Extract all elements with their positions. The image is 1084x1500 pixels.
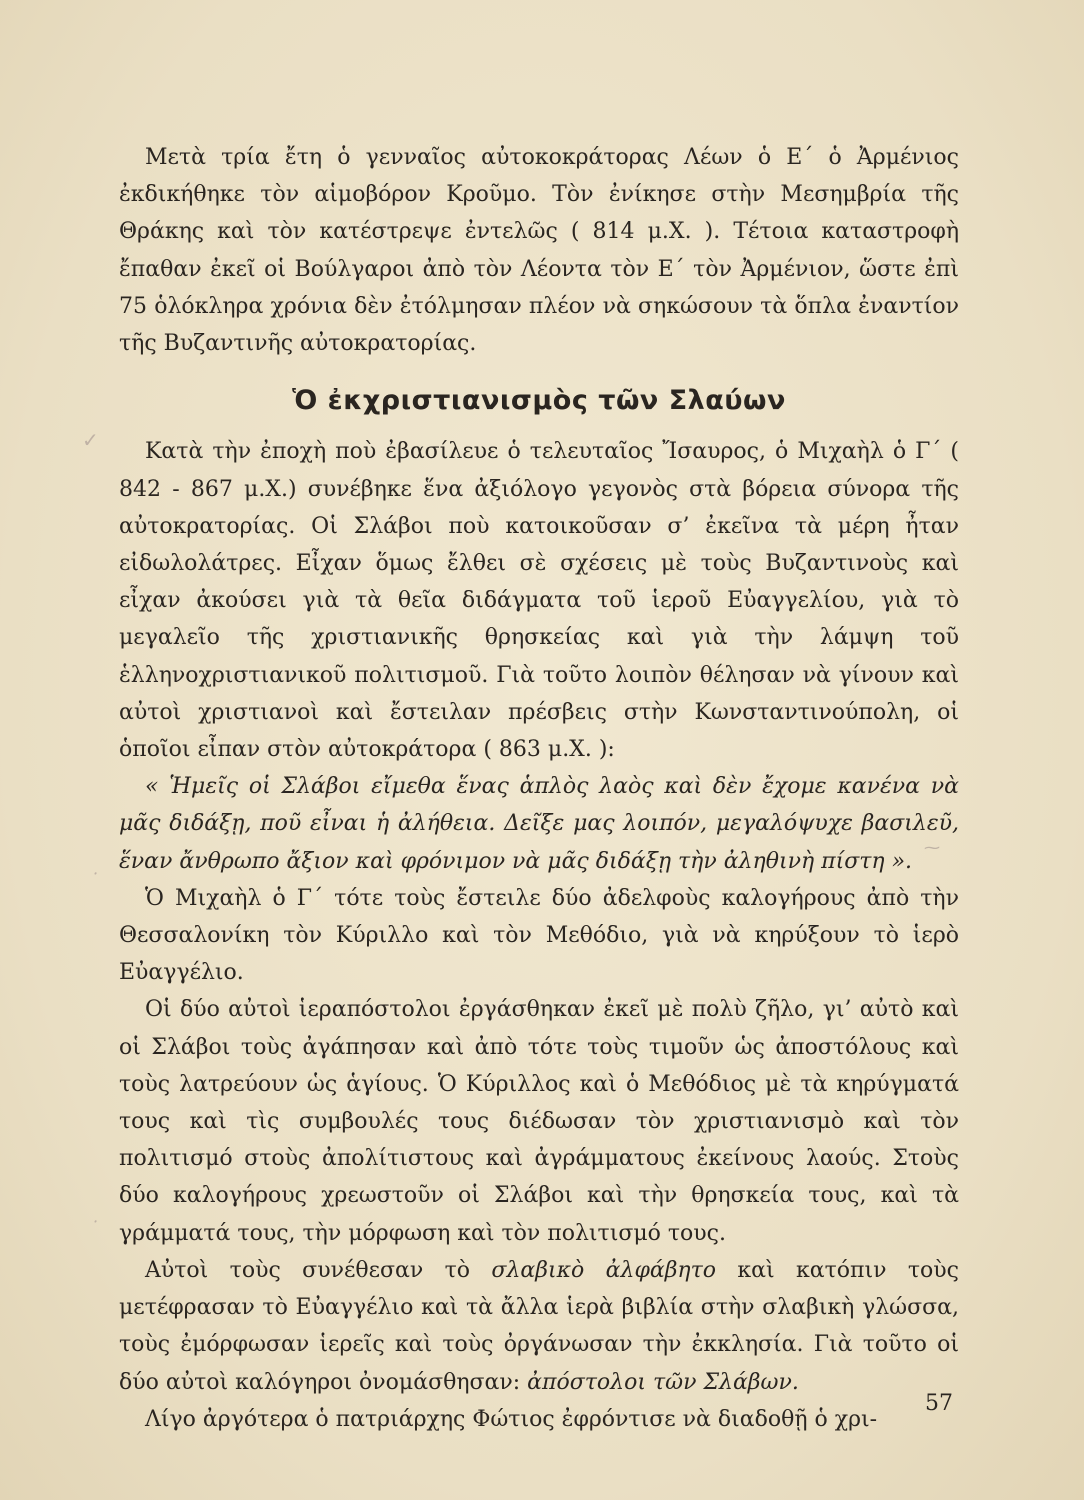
section-heading: Ὁ ἐκχριστιανισμὸς τῶν Σλαύων [292,385,786,417]
quote-paragraph: « Ἡμεῖς οἱ Σλάβοι εἴμεθα ἕνας ἁπλὸς λαὸς καὶ δὲν ἔχομε κανένα νὰ μᾶς διδάξῃ, ποῦ εἶναι ἡ ἀλήθεια. Δεῖξε μας λοιπόν, μεγαλόψυχε βασιλεῦ, ἕναν ἄνθρωπο ἄξιον καὶ φρόνιμον νὰ μᾶς διδάξῃ τὴν ἀληθινὴ πίστη ». [119,774,959,874]
page-number: 57 [925,1391,953,1416]
paragraph: Μετὰ τρία ἔτη ὁ γενναῖος αὐτοκοκράτορας Λέων ὁ Ε΄ ὁ Ἀρμένιος ἐκδικήθηκε τὸν αἱμοβόρον Κροῦμο. Τὸν ἐνίκησε στὴν Μεσημβρία τῆς Θράκης καὶ τὸν κατέστρεψε ἐντελῶς ( 814 μ.Χ. ). Τέτοια καταστροφὴ ἔπαθαν ἐκεῖ οἱ Βούλγαροι ἀπὸ τὸν Λέοντα τὸν Ε΄ τὸν Ἀρμένιον, ὥστε ἐπὶ 75 ὁλόκληρα χρόνια δὲν ἐτόλμησαν πλέον νὰ σηκώσουν τὰ ὅπλα ἐναντίον τῆς Βυζαντινῆς αὐτοκρατορίας. [119,145,959,357]
italic-term: ἀπόστολοι τῶν Σλάβων. [527,1369,799,1395]
pencil-annotation-mark: ⸱ [92,864,97,883]
paragraph: Λίγο ἀργότερα ὁ πατριάρχης Φώτιος ἐφρόντισε νὰ διαδοθῇ ὁ χρι- [145,1406,878,1432]
paragraph [119,1252,959,1401]
body-text-column [119,139,959,1438]
paragraph-text: Αὐτοὶ τοὺς συνέθεσαν τὸ [145,1257,471,1283]
paragraph: Ὁ Μιχαὴλ ὁ Γ΄ τότε τοὺς ἔστειλε δύο ἀδελφοὺς καλογήρους ἀπὸ τὴν Θεσσαλονίκη τὸν Κύριλλο καὶ τὸν Μεθόδιο, γιὰ νὰ κηρύξουν τὸ ἱερὸ Εὐαγγέλιο. [119,885,959,986]
paragraph-text: καὶ κατόπιν τοὺς μετέφρασαν τὸ Εὐαγγέλιο καὶ τὰ ἄλλα ἱερὰ βιβλία στὴν σλαβικὴ γλώσσα, τοὺς ἐμόρφωσαν ἱερεῖς καὶ τοὺς ὀργάνωσαν τὴν ἐκκλησία. Γιὰ τοῦτο οἱ δύο αὐτοὶ καλόγηροι ὀνομάσθησαν: [119,1257,959,1395]
paragraph: Κατὰ τὴν ἐποχὴ ποὺ ἐβασίλευε ὁ τελευταῖος Ἴσαυρος, ὁ Μιχαὴλ ὁ Γ΄ ( 842 - 867 μ.Χ.) συνέβηκε ἕνα ἀξιόλογο γεγονὸς στὰ βόρεια σύνορα τῆς αὐτοκρατορίας. Οἱ Σλάβοι ποὺ κατοικοῦσαν σ’ ἐκεῖνα τὰ μέρη ἦταν εἰδωλολάτρες. Εἶχαν ὅμως ἔλθει σὲ σχέσεις μὲ τοὺς Βυζαντινοὺς καὶ εἶχαν ἀκούσει γιὰ τὰ θεῖα διδάγματα τοῦ ἱεροῦ Εὐαγγελίου, γιὰ τὸ μεγαλεῖο τῆς χριστιανικῆς θρησκείας καὶ γιὰ τὴν λάμψη τοῦ ἑλληνοχριστιανικοῦ πολιτισμοῦ. Γιὰ τοῦτο λοιπὸν θέλησαν νὰ γίνουν καὶ αὐτοὶ χριστιανοὶ καὶ ἔστειλαν πρέσβεις στὴν Κωνσταντινούπολη, οἱ ὁποῖοι εἶπαν στὸν αὐτοκράτορα ( 863 μ.Χ. ): [119,439,959,763]
pencil-annotation-mark: ⁓ [924,838,940,857]
pencil-annotation-mark: ⸱ [92,1212,97,1231]
italic-term: σλαβικὸ ἀλφάβητο [491,1257,717,1283]
paragraph: Οἱ δύο αὐτοὶ ἱεραπόστολοι ἐργάσθηκαν ἐκεῖ μὲ πολὺ ζῆλο, γι’ αὐτὸ καὶ οἱ Σλάβοι τοὺς ἀγάπησαν καὶ ἀπὸ τότε τοὺς τιμοῦν ὡς ἀποστόλους καὶ τοὺς λατρεύουν ὡς ἁγίους. Ὁ Κύριλλος καὶ ὁ Μεθόδιος μὲ τὰ κηρύγματά τους καὶ τὶς συμβουλές τους διέδωσαν τὸν χριστιανισμὸ καὶ τὸν πολιτισμό στοὺς ἀπολίτιστους καὶ ἀγράμματους ἐκείνους λαούς. Στοὺς δύο καλογήρους χρεωστοῦν οἱ Σλάβοι καὶ τὴν θρησκεία τους, καὶ τὰ γράμματά τους, τὴν μόρφωση καὶ τὸν πολιτισμό τους. [119,997,959,1246]
pencil-annotation-mark: ✓ [82,428,99,452]
